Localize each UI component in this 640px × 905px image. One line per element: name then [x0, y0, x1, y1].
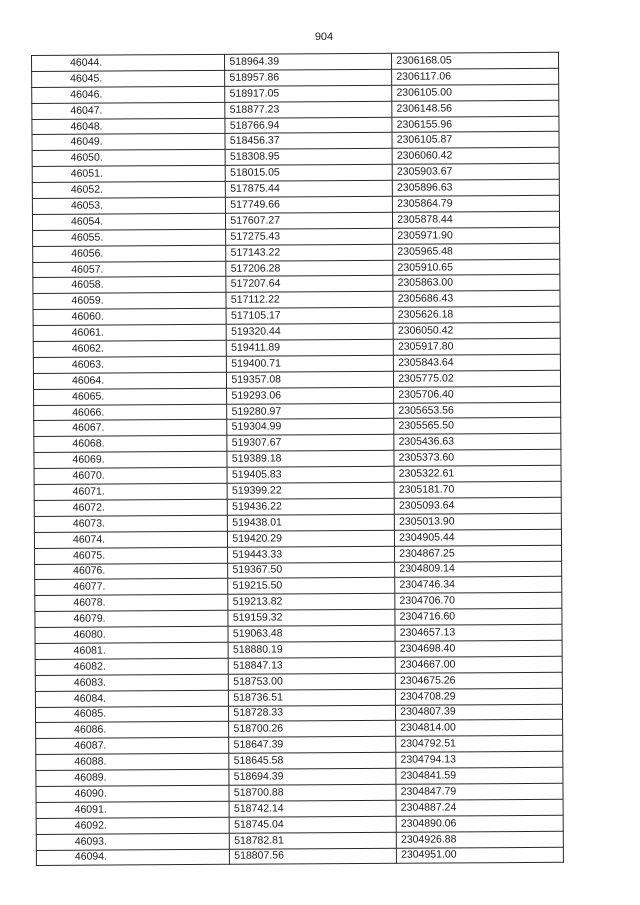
y-coordinate-cell: 2306117.06 — [392, 68, 559, 85]
x-coordinate-cell: 519280.97 — [227, 403, 394, 420]
x-coordinate-cell: 519399.22 — [227, 482, 394, 499]
point-number-cell: 46049. — [32, 134, 225, 151]
point-number-cell: 46070. — [34, 467, 227, 484]
y-coordinate-cell: 2306060.42 — [392, 148, 559, 165]
x-coordinate-cell: 519320.44 — [227, 323, 394, 340]
point-number-cell: 46067. — [34, 420, 227, 437]
point-number-cell: 46091. — [36, 801, 229, 818]
x-coordinate-cell: 517143.22 — [226, 244, 393, 261]
point-number-cell: 46065. — [34, 388, 227, 405]
x-coordinate-cell: 518964.39 — [225, 53, 392, 70]
x-coordinate-cell: 519293.06 — [227, 387, 394, 404]
y-coordinate-cell: 2305878.44 — [393, 211, 560, 228]
x-coordinate-cell: 517207.64 — [226, 276, 393, 293]
x-coordinate-cell: 519367.50 — [228, 562, 395, 579]
x-coordinate-cell: 519215.50 — [228, 578, 395, 595]
table-row — [36, 847, 563, 866]
x-coordinate-cell: 517749.66 — [226, 196, 393, 213]
point-number-cell: 46055. — [33, 229, 226, 246]
x-coordinate-cell: 518694.39 — [229, 768, 396, 785]
y-coordinate-cell: 2305436.63 — [394, 434, 561, 451]
y-coordinate-cell: 2304746.34 — [395, 577, 562, 594]
point-number-cell: 46079. — [35, 610, 228, 627]
y-coordinate-cell: 2305917.80 — [393, 338, 560, 355]
y-coordinate-cell: 2304890.06 — [396, 815, 563, 832]
y-coordinate-cell: 2304792.51 — [396, 736, 563, 753]
point-number-cell: 46050. — [32, 150, 225, 167]
y-coordinate-cell: 2304716.60 — [395, 608, 562, 625]
y-coordinate-cell: 2305864.79 — [393, 195, 560, 212]
x-coordinate-cell: 517607.27 — [226, 212, 393, 229]
y-coordinate-cell: 2304905.44 — [395, 529, 562, 546]
y-coordinate-cell: 2304706.70 — [395, 593, 562, 610]
point-number-cell: 46092. — [36, 817, 229, 834]
y-coordinate-cell: 2306148.56 — [392, 100, 559, 117]
point-number-cell: 46046. — [32, 86, 225, 103]
x-coordinate-cell: 518742.14 — [229, 800, 396, 817]
point-number-cell: 46082. — [35, 658, 228, 675]
x-coordinate-cell: 518015.05 — [226, 165, 393, 182]
y-coordinate-cell: 2305322.61 — [394, 465, 561, 482]
point-number-cell: 46072. — [34, 499, 227, 516]
y-coordinate-cell: 2304809.14 — [395, 561, 562, 578]
point-number-cell: 46071. — [34, 483, 227, 500]
point-number-cell: 46057. — [33, 261, 226, 278]
x-coordinate-cell: 518728.33 — [229, 705, 396, 722]
y-coordinate-cell: 2306168.05 — [392, 52, 559, 69]
point-number-cell: 46047. — [32, 102, 225, 119]
point-number-cell: 46058. — [33, 277, 226, 294]
table-body — [32, 52, 564, 866]
y-coordinate-cell: 2305843.64 — [394, 354, 561, 371]
y-coordinate-cell: 2305013.90 — [394, 513, 561, 530]
point-number-cell: 46051. — [32, 166, 225, 183]
point-number-cell: 46056. — [33, 245, 226, 262]
x-coordinate-cell: 518456.37 — [225, 133, 392, 150]
x-coordinate-cell: 518877.23 — [225, 101, 392, 118]
point-number-cell: 46062. — [33, 340, 226, 357]
y-coordinate-cell: 2304708.29 — [396, 688, 563, 705]
point-number-cell: 46069. — [34, 452, 227, 469]
x-coordinate-cell: 518753.00 — [229, 673, 396, 690]
y-coordinate-cell: 2305626.18 — [393, 307, 560, 324]
x-coordinate-cell: 518308.95 — [225, 149, 392, 166]
point-number-cell: 46078. — [35, 595, 228, 612]
y-coordinate-cell: 2304926.88 — [396, 831, 563, 848]
y-coordinate-cell: 2304657.13 — [395, 624, 562, 641]
point-number-cell: 46087. — [36, 738, 229, 755]
point-number-cell: 46048. — [32, 118, 225, 135]
coordinate-table — [31, 52, 564, 867]
x-coordinate-cell: 519389.18 — [227, 451, 394, 468]
x-coordinate-cell: 519443.33 — [228, 546, 395, 563]
point-number-cell: 46085. — [35, 706, 228, 723]
point-number-cell: 46054. — [32, 213, 225, 230]
y-coordinate-cell: 2304847.79 — [396, 783, 563, 800]
x-coordinate-cell: 518766.94 — [225, 117, 392, 134]
x-coordinate-cell: 517105.17 — [226, 308, 393, 325]
point-number-cell: 46094. — [36, 849, 229, 866]
point-number-cell: 46073. — [34, 515, 227, 532]
x-coordinate-cell: 517206.28 — [226, 260, 393, 277]
x-coordinate-cell: 518700.26 — [229, 721, 396, 738]
y-coordinate-cell: 2304841.59 — [396, 767, 563, 784]
x-coordinate-cell: 519307.67 — [227, 435, 394, 452]
y-coordinate-cell: 2305896.63 — [392, 179, 559, 196]
x-coordinate-cell: 519420.29 — [228, 530, 395, 547]
point-number-cell: 46059. — [33, 293, 226, 310]
point-number-cell: 46064. — [33, 372, 226, 389]
point-number-cell: 46068. — [34, 436, 227, 453]
x-coordinate-cell: 519411.89 — [227, 339, 394, 356]
y-coordinate-cell: 2305903.67 — [392, 164, 559, 181]
y-coordinate-cell: 2305706.40 — [394, 386, 561, 403]
x-coordinate-cell: 519304.99 — [227, 419, 394, 436]
x-coordinate-cell: 518782.81 — [230, 832, 397, 849]
point-number-cell: 46084. — [35, 690, 228, 707]
y-coordinate-cell: 2306105.00 — [392, 84, 559, 101]
y-coordinate-cell: 2304698.40 — [395, 640, 562, 657]
x-coordinate-cell: 519438.01 — [228, 514, 395, 531]
x-coordinate-cell: 519063.48 — [228, 625, 395, 642]
point-number-cell: 46044. — [32, 54, 225, 71]
point-number-cell: 46083. — [35, 674, 228, 691]
y-coordinate-cell: 2304794.13 — [396, 751, 563, 768]
point-number-cell: 46076. — [35, 563, 228, 580]
point-number-cell: 46074. — [34, 531, 227, 548]
y-coordinate-cell: 2305971.90 — [393, 227, 560, 244]
y-coordinate-cell: 2306155.96 — [392, 116, 559, 133]
x-coordinate-cell: 518700.88 — [229, 784, 396, 801]
point-number-cell: 46081. — [35, 642, 228, 659]
y-coordinate-cell: 2305565.50 — [394, 418, 561, 435]
x-coordinate-cell: 518847.13 — [229, 657, 396, 674]
x-coordinate-cell: 518917.05 — [225, 85, 392, 102]
point-number-cell: 46063. — [33, 356, 226, 373]
y-coordinate-cell: 2304807.39 — [396, 704, 563, 721]
y-coordinate-cell: 2305181.70 — [394, 481, 561, 498]
x-coordinate-cell: 518647.39 — [229, 737, 396, 754]
x-coordinate-cell: 518957.86 — [225, 69, 392, 86]
y-coordinate-cell: 2304667.00 — [395, 656, 562, 673]
point-number-cell: 46053. — [32, 197, 225, 214]
y-coordinate-cell: 2306105.87 — [392, 132, 559, 149]
y-coordinate-cell: 2305775.02 — [394, 370, 561, 387]
x-coordinate-cell: 518880.19 — [228, 641, 395, 658]
x-coordinate-cell: 519405.83 — [227, 466, 394, 483]
point-number-cell: 46075. — [35, 547, 228, 564]
x-coordinate-cell: 519213.82 — [228, 594, 395, 611]
x-coordinate-cell: 518745.04 — [230, 816, 397, 833]
x-coordinate-cell: 519400.71 — [227, 355, 394, 372]
point-number-cell: 46093. — [36, 833, 229, 850]
y-coordinate-cell: 2304867.25 — [395, 545, 562, 562]
point-number-cell: 46089. — [36, 769, 229, 786]
y-coordinate-cell: 2306050.42 — [393, 322, 560, 339]
point-number-cell: 46077. — [35, 579, 228, 596]
point-number-cell: 46060. — [33, 309, 226, 326]
y-coordinate-cell: 2304951.00 — [397, 847, 564, 864]
point-number-cell: 46061. — [33, 324, 226, 341]
y-coordinate-cell: 2304675.26 — [395, 672, 562, 689]
point-number-cell: 46066. — [34, 404, 227, 421]
x-coordinate-cell: 517112.22 — [226, 292, 393, 309]
x-coordinate-cell: 518645.58 — [229, 752, 396, 769]
y-coordinate-cell: 2305910.65 — [393, 259, 560, 276]
y-coordinate-cell: 2305373.60 — [394, 450, 561, 467]
y-coordinate-cell: 2305863.00 — [393, 275, 560, 292]
point-number-cell: 46045. — [32, 70, 225, 87]
x-coordinate-cell: 519159.32 — [228, 609, 395, 626]
x-coordinate-cell: 519436.22 — [228, 498, 395, 515]
y-coordinate-cell: 2305653.56 — [394, 402, 561, 419]
point-number-cell: 46086. — [36, 722, 229, 739]
x-coordinate-cell: 517875.44 — [226, 180, 393, 197]
x-coordinate-cell: 518736.51 — [229, 689, 396, 706]
y-coordinate-cell: 2305093.64 — [394, 497, 561, 514]
page-number: 904 — [314, 31, 334, 43]
y-coordinate-cell: 2305965.48 — [393, 243, 560, 260]
y-coordinate-cell: 2304814.00 — [396, 720, 563, 737]
point-number-cell: 46080. — [35, 626, 228, 643]
y-coordinate-cell: 2304887.24 — [396, 799, 563, 816]
y-coordinate-cell: 2305686.43 — [393, 291, 560, 308]
x-coordinate-cell: 518807.56 — [230, 848, 397, 865]
point-number-cell: 46090. — [36, 785, 229, 802]
x-coordinate-cell: 519357.08 — [227, 371, 394, 388]
x-coordinate-cell: 517275.43 — [226, 228, 393, 245]
point-number-cell: 46052. — [32, 181, 225, 198]
point-number-cell: 46088. — [36, 753, 229, 770]
